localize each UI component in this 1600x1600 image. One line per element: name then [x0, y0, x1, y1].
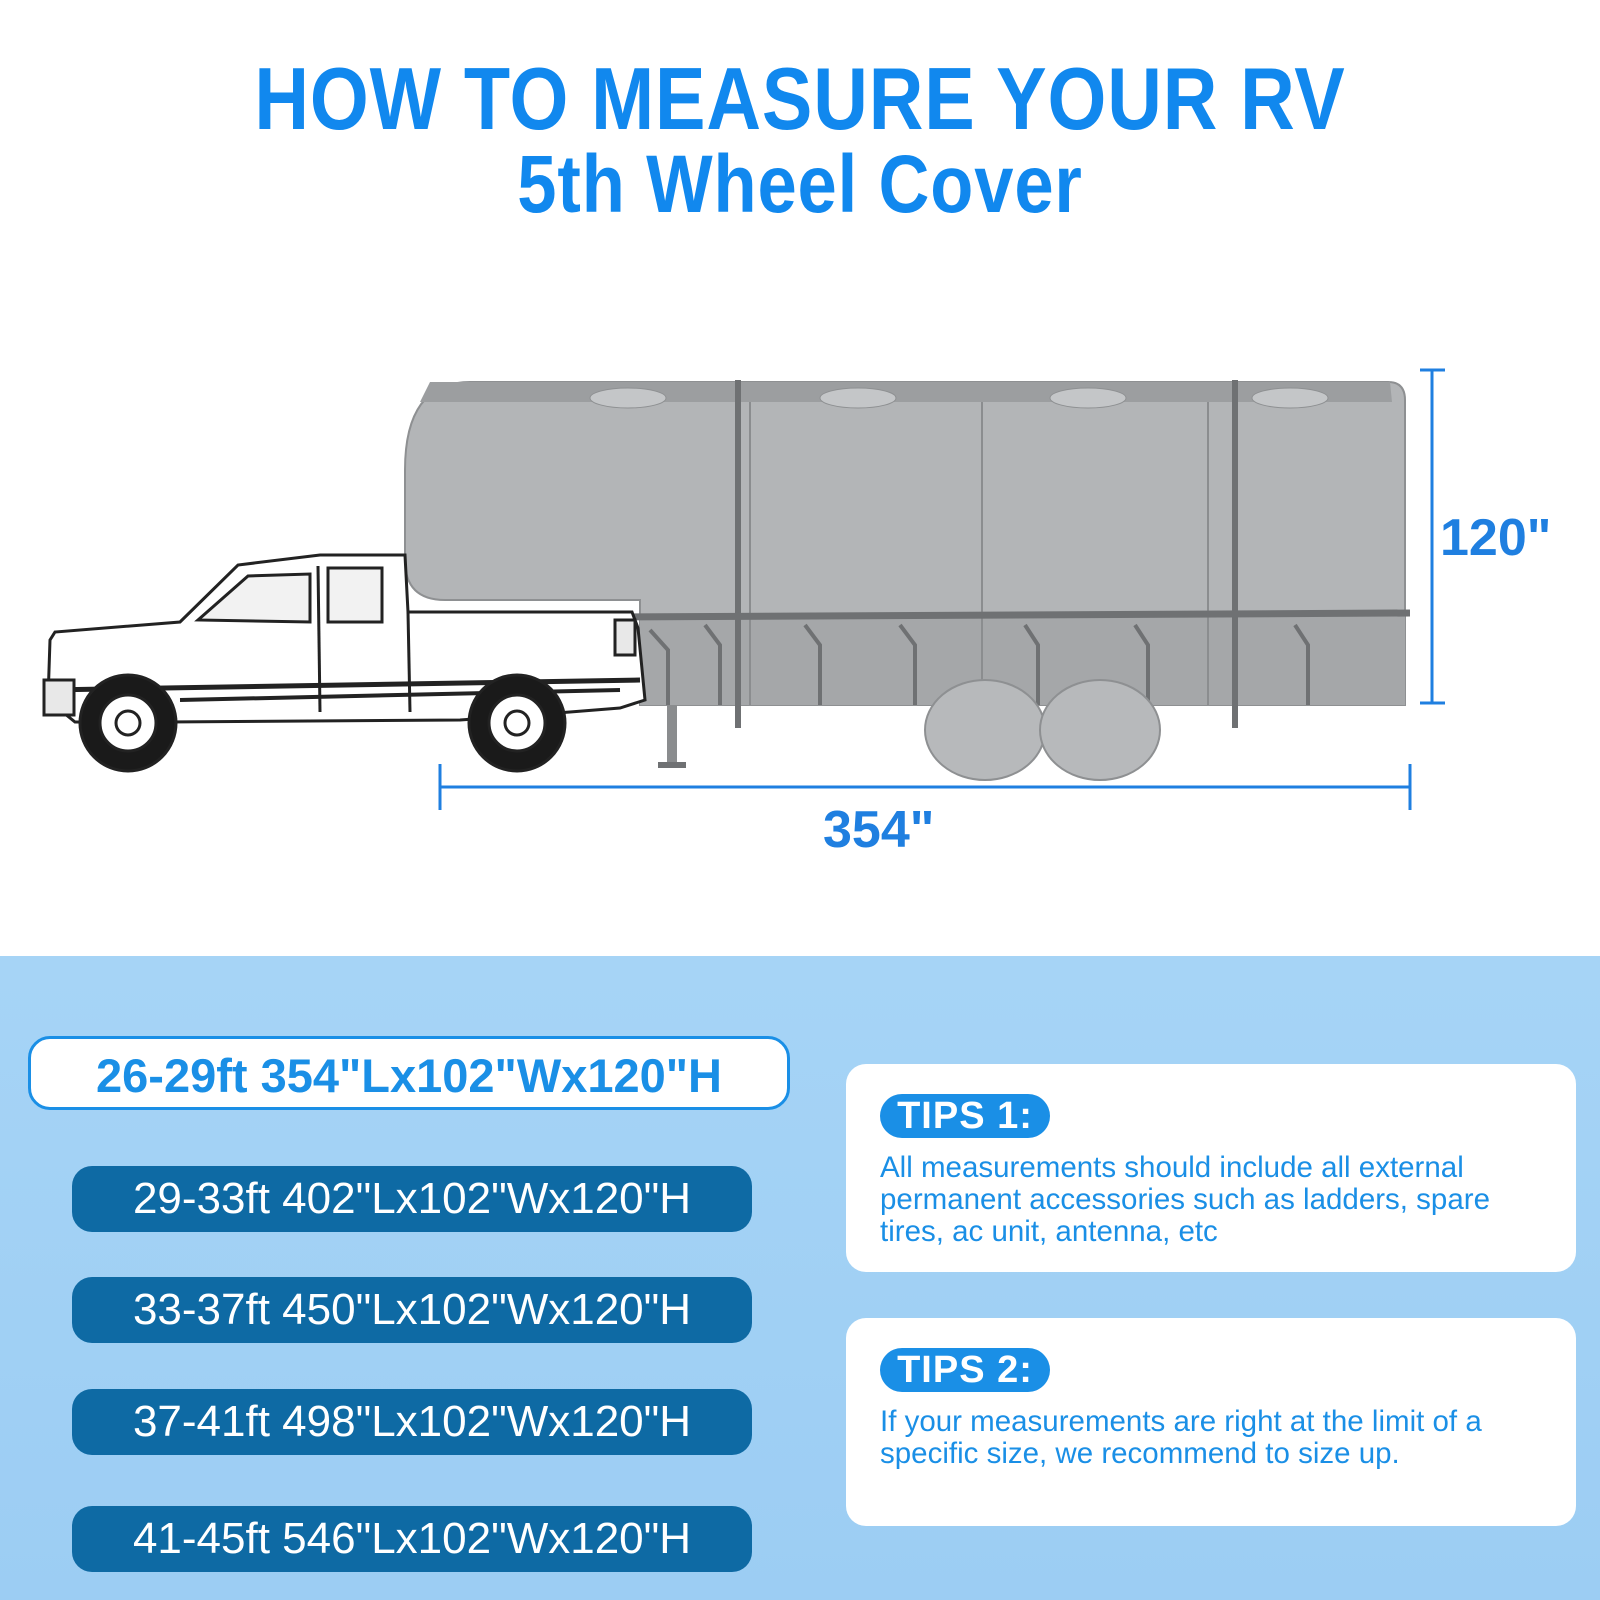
tip-badge: TIPS 2:	[880, 1348, 1050, 1392]
tip-text: All measurements should include all external permanent accessories such as ladders, spare tires, ac unit, antenna, etc	[880, 1151, 1490, 1248]
tip-card	[846, 1064, 1576, 1272]
size-option[interactable]: 29-33ft 402"Lx102"Wx120"H	[72, 1166, 752, 1232]
height-label: 120"	[1440, 509, 1552, 567]
tip-text: If your measurements are right at the limit of a specific size, we recommend to size up.	[880, 1405, 1482, 1470]
page-subtitle: 5th Wheel Cover	[517, 139, 1083, 230]
size-option[interactable]: 41-45ft 546"Lx102"Wx120"H	[72, 1506, 752, 1572]
length-label: 354"	[823, 801, 935, 859]
tip-badge: TIPS 1:	[880, 1094, 1050, 1138]
page-title: HOW TO MEASURE YOUR RV	[254, 49, 1346, 148]
rv-illustration	[0, 340, 1600, 860]
size-option[interactable]: 37-41ft 498"Lx102"Wx120"H	[72, 1389, 752, 1455]
tip-card	[846, 1318, 1576, 1526]
size-option[interactable]: 33-37ft 450"Lx102"Wx120"H	[72, 1277, 752, 1343]
size-option-selected[interactable]: 26-29ft 354"Lx102"Wx120"H	[28, 1036, 790, 1110]
